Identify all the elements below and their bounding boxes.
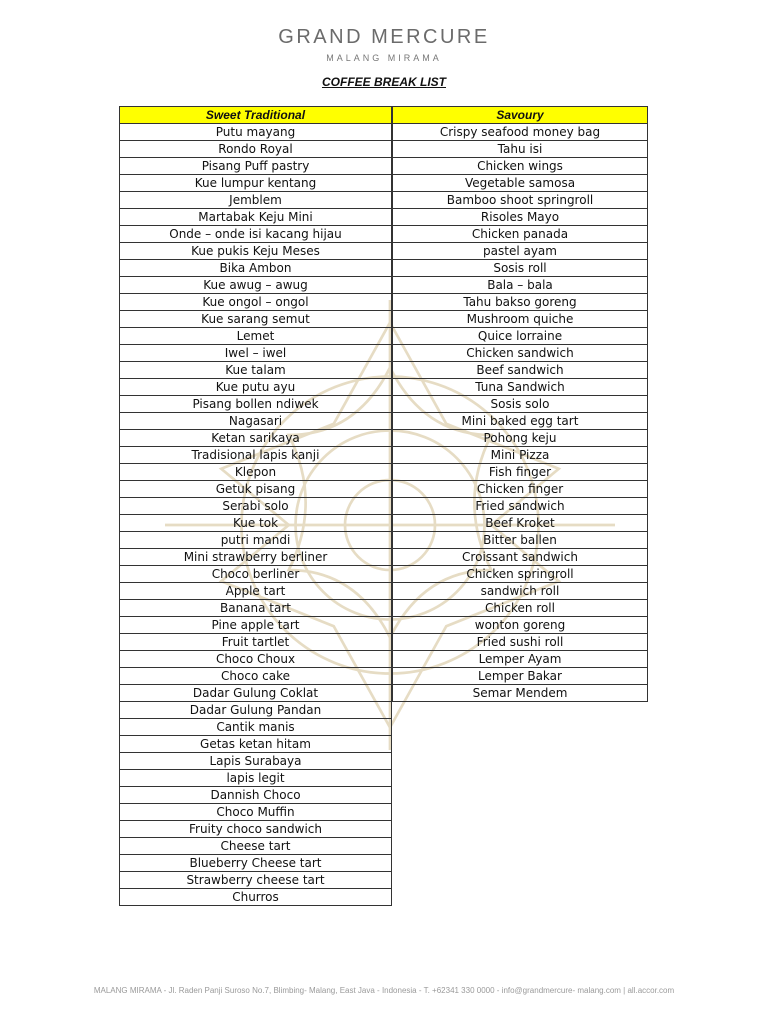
savoury-row [393,124,648,141]
table-cell: Risoles Mayo [393,209,648,226]
sweet-row [120,192,392,209]
savoury-row [393,175,648,192]
table-cell: Martabak Keju Mini [120,209,392,226]
table-cell: Serabi solo [120,498,392,515]
savoury-row [393,226,648,243]
sweet-row [120,600,392,617]
sweet-row [120,260,392,277]
savoury-row [393,379,648,396]
sweet-row [120,753,392,770]
table-cell: Klepon [120,464,392,481]
sweet-row [120,345,392,362]
table-cell: Tuna Sandwich [393,379,648,396]
sweet-row [120,583,392,600]
table-cell: wonton goreng [393,617,648,634]
savoury-row [393,617,648,634]
table-cell: Bala – bala [393,277,648,294]
table-cell: putri mandi [120,532,392,549]
sweet-row [120,124,392,141]
sweet-row [120,209,392,226]
table-cell: Chicken finger [393,481,648,498]
sweet-row [120,855,392,872]
sweet-row [120,566,392,583]
sweet-row [120,413,392,430]
table-cell: Strawberry cheese tart [120,872,392,889]
sweet-row [120,430,392,447]
savoury-row [393,396,648,413]
table-cell: Kue ongol – ongol [120,294,392,311]
savoury-row [393,651,648,668]
sweet-row [120,549,392,566]
sweet-traditional-table [119,106,392,906]
table-cell: Chicken springroll [393,566,648,583]
table-cell: Lemper Ayam [393,651,648,668]
table-cell: Ketan sarikaya [120,430,392,447]
table-cell: Bika Ambon [120,260,392,277]
table-cell: Crispy seafood money bag [393,124,648,141]
table-cell: Onde – onde isi kacang hijau [120,226,392,243]
table-cell: Choco berliner [120,566,392,583]
savoury-row [393,311,648,328]
sweet-row [120,515,392,532]
savoury-row [393,243,648,260]
sweet-row [120,651,392,668]
sweet-row [120,141,392,158]
savoury-row [393,498,648,515]
table-cell: Beef sandwich [393,362,648,379]
sweet-row [120,838,392,855]
table-cell: Iwel – iwel [120,345,392,362]
savoury-row [393,277,648,294]
table-cell: Apple tart [120,583,392,600]
table-cell: Fruit tartlet [120,634,392,651]
sweet-row [120,668,392,685]
table-cell: Tradisional lapis kanji [120,447,392,464]
table-cell: Jemblem [120,192,392,209]
table-cell: Semar Mendem [393,685,648,702]
table-cell: Choco cake [120,668,392,685]
savoury-row [393,600,648,617]
sweet-row [120,821,392,838]
table-cell: Kue lumpur kentang [120,175,392,192]
savoury-table [392,106,648,702]
table-cell: Fruity choco sandwich [120,821,392,838]
savoury-row [393,413,648,430]
savoury-row [393,430,648,447]
sweet-row [120,889,392,906]
brand-sub: MALANG MIRAMA [326,53,442,63]
table-cell: Fried sushi roll [393,634,648,651]
savoury-row [393,549,648,566]
table-cell: Blueberry Cheese tart [120,855,392,872]
savoury-row [393,464,648,481]
footer-address: MALANG MIRAMA - Jl. Raden Panji Suroso No.7, Blimbing- Malang, East Java - Indonesia - T. +62341 330 0000 - info@grandmercure- malang.com | all.accor.com [93,986,675,995]
table-cell: Kue talam [120,362,392,379]
savoury-row [393,515,648,532]
table-cell: Vegetable samosa [393,175,648,192]
savoury-row [393,447,648,464]
table-cell: Beef Kroket [393,515,648,532]
table-cell: Chicken panada [393,226,648,243]
sweet-row [120,243,392,260]
savoury-row [393,685,648,702]
table-cell: Mushroom quiche [393,311,648,328]
table-cell: Nagasari [120,413,392,430]
sweet-row [120,311,392,328]
table-cell: Churros [120,889,392,906]
table-cell: Mini baked egg tart [393,413,648,430]
savoury-row [393,345,648,362]
sweet-row [120,787,392,804]
savoury-row [393,158,648,175]
sweet-row [120,719,392,736]
savoury-row [393,260,648,277]
table-cell: pastel ayam [393,243,648,260]
table-cell: Chicken sandwich [393,345,648,362]
savoury-row [393,668,648,685]
table-cell: Pine apple tart [120,617,392,634]
table-cell: Bitter ballen [393,532,648,549]
table-cell: Kue pukis Keju Meses [120,243,392,260]
savoury-row [393,566,648,583]
table-cell: Tahu bakso goreng [393,294,648,311]
table-cell: Rondo Royal [120,141,392,158]
savoury-row [393,634,648,651]
savoury-row [393,141,648,158]
sweet-row [120,362,392,379]
table-cell: Sosis roll [393,260,648,277]
table-cell: Getuk pisang [120,481,392,498]
sweet-row [120,481,392,498]
document-title: COFFEE BREAK LIST [321,75,446,89]
table-cell: Lapis Surabaya [120,753,392,770]
sweet-row [120,294,392,311]
sweet-row [120,634,392,651]
table-cell: Cantik manis [120,719,392,736]
table-cell: Lemet [120,328,392,345]
table-cell: Croissant sandwich [393,549,648,566]
table-cell: Pisang bollen ndiwek [120,396,392,413]
savoury-row [393,328,648,345]
table-cell: Fried sandwich [393,498,648,515]
sweet-row [120,532,392,549]
sweet-row [120,498,392,515]
savoury-row [393,583,648,600]
savoury-row [393,294,648,311]
table-cell: Kue sarang semut [120,311,392,328]
table-cell: Chicken wings [393,158,648,175]
table-cell: Kue tok [120,515,392,532]
table-cell: Kue putu ayu [120,379,392,396]
sweet-row [120,617,392,634]
table-cell: sandwich roll [393,583,648,600]
table-cell: Dannish Choco [120,787,392,804]
table-cell: Fish finger [393,464,648,481]
sweet-traditional-header: Sweet Traditional [120,107,392,124]
table-cell: Choco Choux [120,651,392,668]
table-cell: Dadar Gulung Pandan [120,702,392,719]
brand-logo: GRAND MERCURE [278,26,490,48]
table-cell: Pisang Puff pastry [120,158,392,175]
savoury-row [393,481,648,498]
table-cell: Sosis solo [393,396,648,413]
sweet-row [120,396,392,413]
savoury-row [393,532,648,549]
savoury-header: Savoury [393,107,648,124]
table-cell: Choco Muffin [120,804,392,821]
table-cell: Bamboo shoot springroll [393,192,648,209]
savoury-row [393,209,648,226]
sweet-row [120,447,392,464]
savoury-row [393,362,648,379]
table-cell: Quice lorraine [393,328,648,345]
sweet-row [120,158,392,175]
sweet-row [120,464,392,481]
sweet-row [120,175,392,192]
table-cell: Putu mayang [120,124,392,141]
sweet-row [120,872,392,889]
sweet-row [120,328,392,345]
sweet-row [120,226,392,243]
sweet-row [120,685,392,702]
table-cell: Tahu isi [393,141,648,158]
table-cell: Getas ketan hitam [120,736,392,753]
table-cell: Kue awug – awug [120,277,392,294]
table-cell: Cheese tart [120,838,392,855]
sweet-row [120,702,392,719]
sweet-row [120,277,392,294]
sweet-row [120,804,392,821]
table-cell: Lemper Bakar [393,668,648,685]
table-cell: Dadar Gulung Coklat [120,685,392,702]
sweet-row [120,770,392,787]
table-cell: lapis legit [120,770,392,787]
table-cell: Chicken roll [393,600,648,617]
table-cell: Mini Pizza [393,447,648,464]
sweet-row [120,736,392,753]
table-cell: Mini strawberry berliner [120,549,392,566]
savoury-row [393,192,648,209]
table-cell: Pohong keju [393,430,648,447]
sweet-row [120,379,392,396]
table-cell: Banana tart [120,600,392,617]
